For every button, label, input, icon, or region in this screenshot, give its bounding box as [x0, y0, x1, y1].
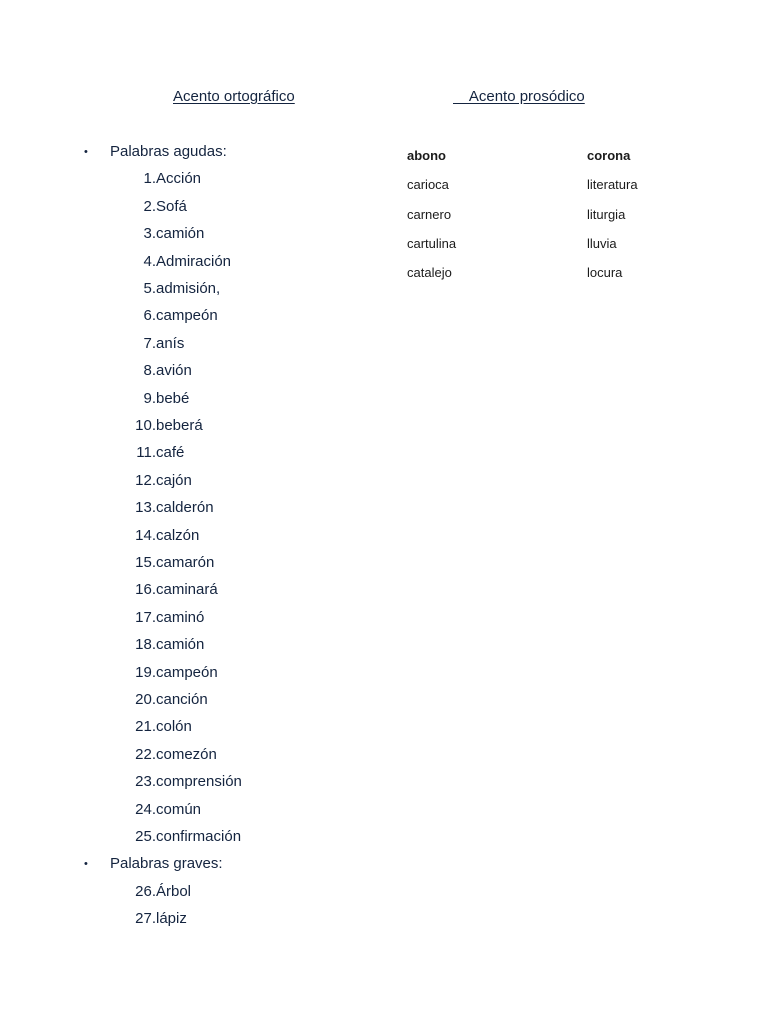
table-header-cell: corona — [587, 148, 631, 163]
list-item-word: Acción — [156, 170, 202, 188]
list-item-number: 23. — [135, 773, 156, 791]
list-item-number: 27. — [135, 910, 156, 928]
list-item — [126, 883, 191, 901]
list-item-word: campeón — [156, 307, 218, 325]
heading-acento-prosodico: Acento prosódico — [453, 88, 585, 105]
bullet-icon: • — [84, 146, 88, 158]
list-item-number: 19. — [135, 663, 156, 681]
list-item-number: 25. — [135, 828, 156, 845]
list-item-number: 8. — [143, 362, 156, 380]
list-item — [126, 527, 199, 545]
list-item-number: 18. — [135, 636, 156, 654]
list-item — [126, 253, 231, 271]
list-item — [126, 335, 184, 353]
list-item — [126, 417, 203, 435]
list-item — [126, 390, 189, 408]
list-item-word: calzón — [156, 526, 200, 544]
list-item-number: 13. — [135, 499, 156, 517]
list-item-number: 5. — [143, 280, 156, 297]
list-item — [126, 198, 187, 216]
section-bullet — [84, 855, 223, 873]
list-item — [126, 499, 214, 517]
list-item — [126, 773, 242, 791]
list-item — [126, 307, 218, 325]
list-item-number: 21. — [135, 718, 156, 736]
list-item — [126, 472, 192, 490]
list-item — [126, 636, 204, 654]
list-item-word: confirmación — [156, 828, 242, 845]
list-item — [126, 444, 184, 462]
section-bullet — [84, 143, 227, 161]
table-cell: cartulina — [407, 235, 457, 251]
table-cell: locura — [587, 265, 623, 281]
list-item-word: caminó — [156, 608, 205, 626]
list-item — [126, 554, 214, 572]
list-item-word: calderón — [156, 499, 214, 517]
list-item-number: 9. — [143, 389, 156, 407]
list-item-number: 1. — [143, 170, 156, 188]
list-item-word: camión — [156, 225, 205, 243]
list-item-word: lápiz — [156, 910, 187, 928]
list-item-number: 17. — [135, 608, 156, 626]
list-item-word: anís — [156, 334, 185, 352]
list-item-number: 15. — [135, 554, 156, 571]
list-item-word: cajón — [156, 471, 192, 489]
list-item-word: Admiración — [156, 252, 232, 270]
table-cell: catalejo — [407, 265, 452, 281]
list-item-number: 14. — [135, 526, 156, 544]
section-label: Palabras agudas: — [110, 143, 227, 160]
list-item-word: bebé — [156, 389, 190, 407]
prosodico-column-a — [407, 141, 456, 287]
list-item-number: 22. — [135, 745, 156, 763]
list-item-number: 2. — [143, 197, 156, 215]
list-item-number: 10. — [135, 417, 156, 434]
table-cell: lluvia — [587, 235, 617, 251]
list-item — [126, 581, 218, 599]
list-item-number: 12. — [135, 471, 156, 489]
list-item — [126, 280, 220, 298]
list-item — [126, 225, 204, 243]
list-item-number: 11. — [136, 444, 156, 462]
list-item — [126, 910, 187, 928]
list-item-word: caminará — [156, 581, 218, 599]
list-item-number: 20. — [135, 691, 156, 708]
list-item — [126, 801, 201, 819]
list-item-number: 4. — [143, 252, 156, 270]
list-item — [126, 362, 192, 380]
list-item-word: camión — [156, 636, 205, 654]
list-item-word: común — [156, 800, 202, 818]
list-item-word: avión — [156, 362, 192, 380]
list-item-word: admisión, — [156, 280, 221, 297]
list-item-word: canción — [156, 691, 208, 708]
table-cell: carnero — [407, 206, 452, 222]
list-item-number: 24. — [135, 800, 156, 818]
list-item-word: beberá — [156, 417, 203, 434]
list-item-number: 26. — [135, 882, 156, 900]
list-item — [126, 170, 201, 188]
prosodico-column-b — [587, 141, 638, 287]
list-item-word: café — [156, 444, 185, 462]
list-item-word: comprensión — [156, 773, 242, 791]
table-cell: liturgia — [587, 206, 626, 222]
list-item-word: Árbol — [156, 882, 192, 900]
list-item — [126, 691, 208, 709]
list-item-word: comezón — [156, 745, 217, 763]
bullet-icon: • — [84, 858, 88, 871]
table-header-cell: abono — [407, 148, 446, 163]
list-item — [126, 664, 218, 682]
table-cell: literatura — [587, 177, 638, 193]
list-item-word: colón — [156, 718, 192, 736]
heading-acento-ortografico: Acento ortográfico — [173, 88, 295, 105]
list-item-word: Sofá — [156, 197, 187, 215]
list-item — [126, 746, 217, 764]
list-item — [126, 828, 241, 846]
list-item-number: 6. — [143, 307, 156, 325]
list-item-word: camarón — [156, 554, 215, 571]
table-cell: carioca — [407, 177, 449, 193]
list-item-word: campeón — [156, 663, 218, 681]
section-label: Palabras graves: — [110, 855, 223, 873]
list-item-number: 7. — [143, 334, 156, 352]
list-item — [126, 718, 192, 736]
list-item — [126, 609, 204, 627]
list-item-number: 3. — [143, 225, 156, 243]
list-item-number: 16. — [135, 581, 156, 599]
